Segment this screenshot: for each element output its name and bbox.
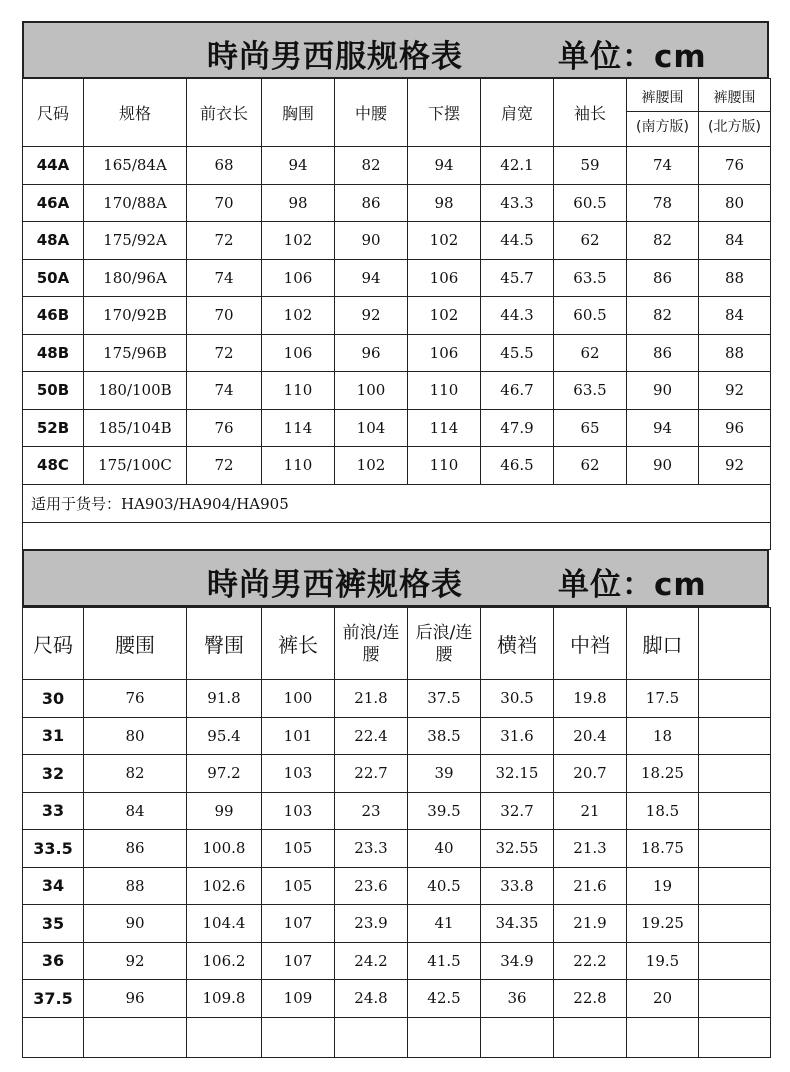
suit-table-row [23, 409, 771, 447]
pants-value-cell: 19.25 [627, 905, 699, 943]
pants-value-cell: 96 [84, 980, 187, 1018]
pants-value-cell: 21 [554, 792, 627, 830]
suit-value-cell: 90 [627, 372, 699, 410]
pants-header-back-rise: 后浪/连腰 [408, 608, 481, 680]
suit-value-cell: 45.5 [481, 334, 554, 372]
suit-size-cell: 46B [23, 297, 84, 335]
suit-value-cell: 70 [187, 297, 262, 335]
suit-value-cell: 110 [262, 372, 335, 410]
suit-value-cell: 44.3 [481, 297, 554, 335]
suit-value-cell: 82 [335, 147, 408, 185]
pants-header-blank [699, 608, 771, 680]
pants-header-hip: 臀围 [187, 608, 262, 680]
pants-chart-title: 時尚男西裤规格表 [207, 567, 463, 603]
pants-value-cell: 84 [84, 792, 187, 830]
pants-value-cell: 19.5 [627, 942, 699, 980]
pants-value-cell: 32.7 [481, 792, 554, 830]
pants-value-cell: 76 [84, 680, 187, 718]
pants-value-cell: 20 [627, 980, 699, 1018]
suit-header-shoulder: 肩宽 [481, 79, 554, 147]
suit-value-cell: 92 [699, 372, 771, 410]
suit-header-pants-waist-north [699, 79, 771, 147]
suit-value-cell: 74 [627, 147, 699, 185]
suit-table-body [23, 147, 771, 485]
suit-header-mid-waist: 中腰 [335, 79, 408, 147]
pants-value-cell: 33.8 [481, 867, 554, 905]
pants-value-cell: 22.8 [554, 980, 627, 1018]
suit-chart-title: 時尚男西服规格表 [207, 39, 463, 75]
suit-table-row [23, 184, 771, 222]
pants-spacer-cell [335, 1017, 408, 1057]
suit-size-table [22, 78, 771, 550]
suit-value-cell: 45.7 [481, 259, 554, 297]
pants-value-cell: 92 [84, 942, 187, 980]
suit-size-cell: 48A [23, 222, 84, 260]
pants-value-cell: 41.5 [408, 942, 481, 980]
pants-table-row [23, 755, 771, 793]
suit-value-cell: 106 [262, 259, 335, 297]
pants-table-row [23, 942, 771, 980]
pants-value-cell [699, 942, 771, 980]
suit-value-cell: 76 [699, 147, 771, 185]
suit-header-chest: 胸围 [262, 79, 335, 147]
suit-table-spacer-row [23, 522, 771, 549]
pants-waist-label: 裤腰围 [641, 90, 684, 106]
pants-spacer-cell [554, 1017, 627, 1057]
pants-value-cell: 41 [408, 905, 481, 943]
pants-value-cell: 30.5 [481, 680, 554, 718]
suit-header-hem: 下摆 [408, 79, 481, 147]
pants-spacer-cell [627, 1017, 699, 1057]
suit-size-cell: 46A [23, 184, 84, 222]
suit-value-cell: 76 [187, 409, 262, 447]
pants-value-cell: 104.4 [187, 905, 262, 943]
pants-value-cell: 23.6 [335, 867, 408, 905]
suit-value-cell: 86 [627, 259, 699, 297]
pants-value-cell: 21.6 [554, 867, 627, 905]
suit-value-cell: 74 [187, 372, 262, 410]
pants-value-cell: 19.8 [554, 680, 627, 718]
pants-value-cell: 97.2 [187, 755, 262, 793]
pants-value-cell: 100.8 [187, 830, 262, 868]
pants-value-cell [699, 680, 771, 718]
pants-value-cell: 17.5 [627, 680, 699, 718]
suit-value-cell: 114 [408, 409, 481, 447]
suit-table-row [23, 372, 771, 410]
suit-value-cell: 60.5 [554, 184, 627, 222]
suit-value-cell: 110 [408, 447, 481, 485]
pants-value-cell: 86 [84, 830, 187, 868]
suit-applicable-items-note: 适用于货号：HA903/HA904/HA905 [23, 484, 771, 522]
pants-table-row [23, 905, 771, 943]
pants-value-cell [699, 717, 771, 755]
suit-value-cell: 59 [554, 147, 627, 185]
suit-value-cell: 88 [699, 334, 771, 372]
pants-waist-label: 裤腰围 [713, 90, 756, 106]
pants-value-cell: 19 [627, 867, 699, 905]
suit-table-row [23, 334, 771, 372]
suit-value-cell: 62 [554, 447, 627, 485]
south-version-label: (南方版) [627, 111, 698, 136]
pants-value-cell: 100 [262, 680, 335, 718]
suit-value-cell: 102 [335, 447, 408, 485]
suit-value-cell: 46.5 [481, 447, 554, 485]
suit-value-cell: 180/96A [84, 259, 187, 297]
pants-table-row [23, 830, 771, 868]
pants-header-front-rise: 前浪/连腰 [335, 608, 408, 680]
suit-value-cell: 92 [699, 447, 771, 485]
pants-value-cell: 34.35 [481, 905, 554, 943]
pants-chart-unit: 单位：cm [558, 567, 707, 603]
suit-value-cell: 42.1 [481, 147, 554, 185]
suit-value-cell: 62 [554, 222, 627, 260]
suit-value-cell: 43.3 [481, 184, 554, 222]
suit-header-pants-waist-south [627, 79, 699, 147]
suit-value-cell: 96 [699, 409, 771, 447]
suit-header-spec: 规格 [84, 79, 187, 147]
suit-chart-title-bar [22, 21, 769, 79]
pants-value-cell: 18 [627, 717, 699, 755]
pants-table-row [23, 980, 771, 1018]
pants-size-cell: 35 [23, 905, 84, 943]
suit-value-cell: 94 [335, 259, 408, 297]
suit-value-cell: 98 [408, 184, 481, 222]
pants-header-leg-opening: 脚口 [627, 608, 699, 680]
suit-table-row [23, 447, 771, 485]
suit-value-cell: 165/84A [84, 147, 187, 185]
suit-header-sleeve: 袖长 [554, 79, 627, 147]
suit-value-cell: 80 [699, 184, 771, 222]
pants-spacer-cell [262, 1017, 335, 1057]
pants-size-cell: 30 [23, 680, 84, 718]
pants-value-cell: 109.8 [187, 980, 262, 1018]
suit-value-cell: 68 [187, 147, 262, 185]
suit-table-row [23, 147, 771, 185]
pants-size-cell: 34 [23, 867, 84, 905]
suit-size-cell: 50A [23, 259, 84, 297]
pants-value-cell: 82 [84, 755, 187, 793]
pants-value-cell: 40.5 [408, 867, 481, 905]
suit-value-cell: 90 [335, 222, 408, 260]
suit-value-cell: 106 [408, 334, 481, 372]
pants-value-cell: 39.5 [408, 792, 481, 830]
pants-value-cell: 90 [84, 905, 187, 943]
suit-value-cell: 88 [699, 259, 771, 297]
pants-header-length: 裤长 [262, 608, 335, 680]
suit-value-cell: 96 [335, 334, 408, 372]
pants-value-cell: 40 [408, 830, 481, 868]
pants-value-cell: 42.5 [408, 980, 481, 1018]
suit-value-cell: 98 [262, 184, 335, 222]
pants-value-cell [699, 792, 771, 830]
pants-value-cell: 99 [187, 792, 262, 830]
pants-value-cell: 80 [84, 717, 187, 755]
pants-value-cell [699, 830, 771, 868]
suit-value-cell: 70 [187, 184, 262, 222]
suit-value-cell: 90 [627, 447, 699, 485]
suit-value-cell: 72 [187, 447, 262, 485]
pants-size-cell: 33 [23, 792, 84, 830]
suit-value-cell: 100 [335, 372, 408, 410]
pants-size-table [22, 607, 771, 1058]
pants-table-row [23, 792, 771, 830]
pants-value-cell: 23.9 [335, 905, 408, 943]
suit-value-cell: 65 [554, 409, 627, 447]
pants-value-cell: 103 [262, 792, 335, 830]
pants-size-cell: 37.5 [23, 980, 84, 1018]
suit-value-cell: 106 [262, 334, 335, 372]
suit-header-front-length: 前衣长 [187, 79, 262, 147]
pants-header-thigh: 横裆 [481, 608, 554, 680]
pants-value-cell: 22.2 [554, 942, 627, 980]
suit-value-cell: 102 [262, 297, 335, 335]
pants-value-cell: 32.55 [481, 830, 554, 868]
pants-spacer-cell [481, 1017, 554, 1057]
suit-value-cell: 92 [335, 297, 408, 335]
suit-table-row [23, 259, 771, 297]
suit-value-cell: 175/96B [84, 334, 187, 372]
pants-value-cell: 39 [408, 755, 481, 793]
pants-value-cell: 88 [84, 867, 187, 905]
suit-value-cell: 82 [627, 297, 699, 335]
pants-value-cell: 102.6 [187, 867, 262, 905]
pants-spacer-cell [84, 1017, 187, 1057]
pants-size-cell: 33.5 [23, 830, 84, 868]
suit-value-cell: 63.5 [554, 372, 627, 410]
suit-value-cell: 102 [408, 297, 481, 335]
pants-value-cell: 95.4 [187, 717, 262, 755]
pants-value-cell: 18.75 [627, 830, 699, 868]
suit-value-cell: 185/104B [84, 409, 187, 447]
pants-value-cell: 37.5 [408, 680, 481, 718]
suit-value-cell: 104 [335, 409, 408, 447]
pants-value-cell: 20.4 [554, 717, 627, 755]
suit-value-cell: 114 [262, 409, 335, 447]
pants-spacer-cell [187, 1017, 262, 1057]
suit-value-cell: 84 [699, 297, 771, 335]
suit-value-cell: 175/100C [84, 447, 187, 485]
pants-size-cell: 31 [23, 717, 84, 755]
suit-value-cell: 180/100B [84, 372, 187, 410]
pants-value-cell: 105 [262, 867, 335, 905]
suit-size-cell: 52B [23, 409, 84, 447]
pants-value-cell: 24.2 [335, 942, 408, 980]
pants-header-knee: 中裆 [554, 608, 627, 680]
suit-table-row [23, 222, 771, 260]
pants-value-cell: 21.8 [335, 680, 408, 718]
suit-value-cell: 170/88A [84, 184, 187, 222]
pants-header-size: 尺码 [23, 608, 84, 680]
pants-value-cell: 107 [262, 942, 335, 980]
pants-value-cell: 18.25 [627, 755, 699, 793]
pants-value-cell: 18.5 [627, 792, 699, 830]
pants-size-cell: 32 [23, 755, 84, 793]
suit-value-cell: 44.5 [481, 222, 554, 260]
suit-size-cell: 50B [23, 372, 84, 410]
suit-value-cell: 74 [187, 259, 262, 297]
suit-value-cell: 84 [699, 222, 771, 260]
pants-value-cell [699, 867, 771, 905]
pants-value-cell: 106.2 [187, 942, 262, 980]
pants-value-cell: 109 [262, 980, 335, 1018]
suit-table-row [23, 297, 771, 335]
pants-spacer-cell [23, 1017, 84, 1057]
pants-table-row [23, 717, 771, 755]
pants-value-cell: 105 [262, 830, 335, 868]
pants-value-cell: 107 [262, 905, 335, 943]
suit-value-cell: 46.7 [481, 372, 554, 410]
pants-table-body [23, 680, 771, 1018]
north-version-label: (北方版) [699, 111, 770, 136]
suit-value-cell: 72 [187, 334, 262, 372]
pants-value-cell: 36 [481, 980, 554, 1018]
pants-header-waist: 腰围 [84, 608, 187, 680]
suit-value-cell: 86 [335, 184, 408, 222]
pants-value-cell: 103 [262, 755, 335, 793]
pants-spacer-cell [408, 1017, 481, 1057]
pants-value-cell: 24.8 [335, 980, 408, 1018]
pants-spacer-cell [699, 1017, 771, 1057]
pants-value-cell: 23 [335, 792, 408, 830]
suit-value-cell: 175/92A [84, 222, 187, 260]
suit-value-cell: 72 [187, 222, 262, 260]
suit-value-cell: 78 [627, 184, 699, 222]
pants-value-cell: 22.7 [335, 755, 408, 793]
suit-value-cell: 110 [408, 372, 481, 410]
pants-table-row [23, 867, 771, 905]
pants-value-cell: 34.9 [481, 942, 554, 980]
pants-table-row [23, 680, 771, 718]
suit-value-cell: 102 [408, 222, 481, 260]
suit-value-cell: 94 [627, 409, 699, 447]
pants-value-cell: 91.8 [187, 680, 262, 718]
suit-value-cell: 94 [408, 147, 481, 185]
suit-value-cell: 86 [627, 334, 699, 372]
pants-value-cell: 23.3 [335, 830, 408, 868]
suit-value-cell: 82 [627, 222, 699, 260]
pants-size-cell: 36 [23, 942, 84, 980]
suit-header-size: 尺码 [23, 79, 84, 147]
suit-value-cell: 62 [554, 334, 627, 372]
pants-value-cell [699, 980, 771, 1018]
pants-value-cell: 21.9 [554, 905, 627, 943]
suit-size-cell: 48C [23, 447, 84, 485]
pants-value-cell: 101 [262, 717, 335, 755]
suit-value-cell: 106 [408, 259, 481, 297]
pants-value-cell: 38.5 [408, 717, 481, 755]
suit-value-cell: 170/92B [84, 297, 187, 335]
pants-value-cell: 22.4 [335, 717, 408, 755]
suit-value-cell: 102 [262, 222, 335, 260]
pants-value-cell [699, 755, 771, 793]
suit-value-cell: 110 [262, 447, 335, 485]
suit-size-cell: 44A [23, 147, 84, 185]
suit-value-cell: 47.9 [481, 409, 554, 447]
pants-value-cell: 32.15 [481, 755, 554, 793]
pants-value-cell: 20.7 [554, 755, 627, 793]
suit-size-cell: 48B [23, 334, 84, 372]
suit-chart-unit: 单位：cm [558, 39, 707, 75]
pants-value-cell [699, 905, 771, 943]
pants-value-cell: 31.6 [481, 717, 554, 755]
suit-value-cell: 60.5 [554, 297, 627, 335]
suit-value-cell: 94 [262, 147, 335, 185]
pants-value-cell: 21.3 [554, 830, 627, 868]
suit-value-cell: 63.5 [554, 259, 627, 297]
pants-chart-title-bar [22, 549, 769, 607]
